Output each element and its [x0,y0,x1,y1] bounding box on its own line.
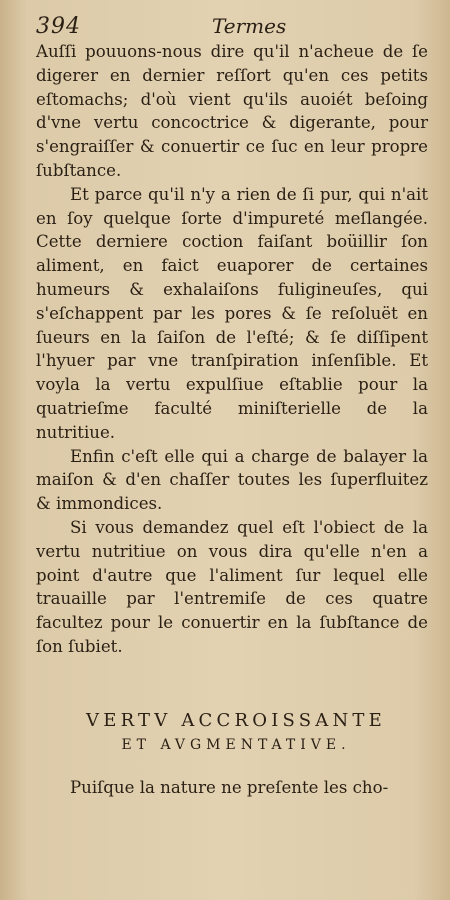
running-head [36,14,426,38]
body-text [36,40,428,659]
section-heading [40,708,432,756]
section-heading-line-1: VERTV ACCROISSANTE [86,710,386,731]
section-heading-line-2: ET AVGMENTATIVE. [121,737,351,753]
paragraph-2: Et parce qu'il n'y a rien de ſi pur, qui n'ait en ſoy quelque ſorte d'impureté meſlangée. Cette derniere coction faiſant boüillir ſon aliment, en faict euaporer de certaines humeurs & exhalaiſons fuligineuſes, qui s'eſchappent par les pores & ſe reſoluët en ſueurs en la ſaiſon de l'eſté; & ſe diſſipent l'hyuer par vne tranſpiration inſenſible. Et voyla la vertu expulſiue eſtablie pour la quatrieſme faculté miniſterielle de la nutritiue. [36,184,428,442]
paragraph-3: Enfin c'eſt elle qui a charge de balayer la maiſon & d'en chaſſer toutes les ſuperfluitez & immondices. [36,446,428,514]
page-number: 394 [36,14,81,39]
running-title: Termes [212,14,287,38]
paragraph-1: Auſſi pouuons-nous dire qu'il n'acheue de ſe digerer en dernier reſſort qu'en ces petits eſtomachs; d'où vient qu'ils auoiét beſoing d'vne vertu concoctrice & digerante, pour s'engraiſſer & conuertir ce ſuc en leur propre ſubſtance. [36,42,428,180]
paragraph-4: Si vous demandez quel eſt l'obiect de la vertu nutritiue on vous dira qu'elle n'en a point d'autre que l'aliment ſur lequel elle trauaille par l'entremiſe de ces quatre facultez pour le conuertir en la ſubſtance de ſon ſubiet. [36,517,428,656]
continuation-line: Puiſque la nature ne preſente les cho- [70,778,389,797]
